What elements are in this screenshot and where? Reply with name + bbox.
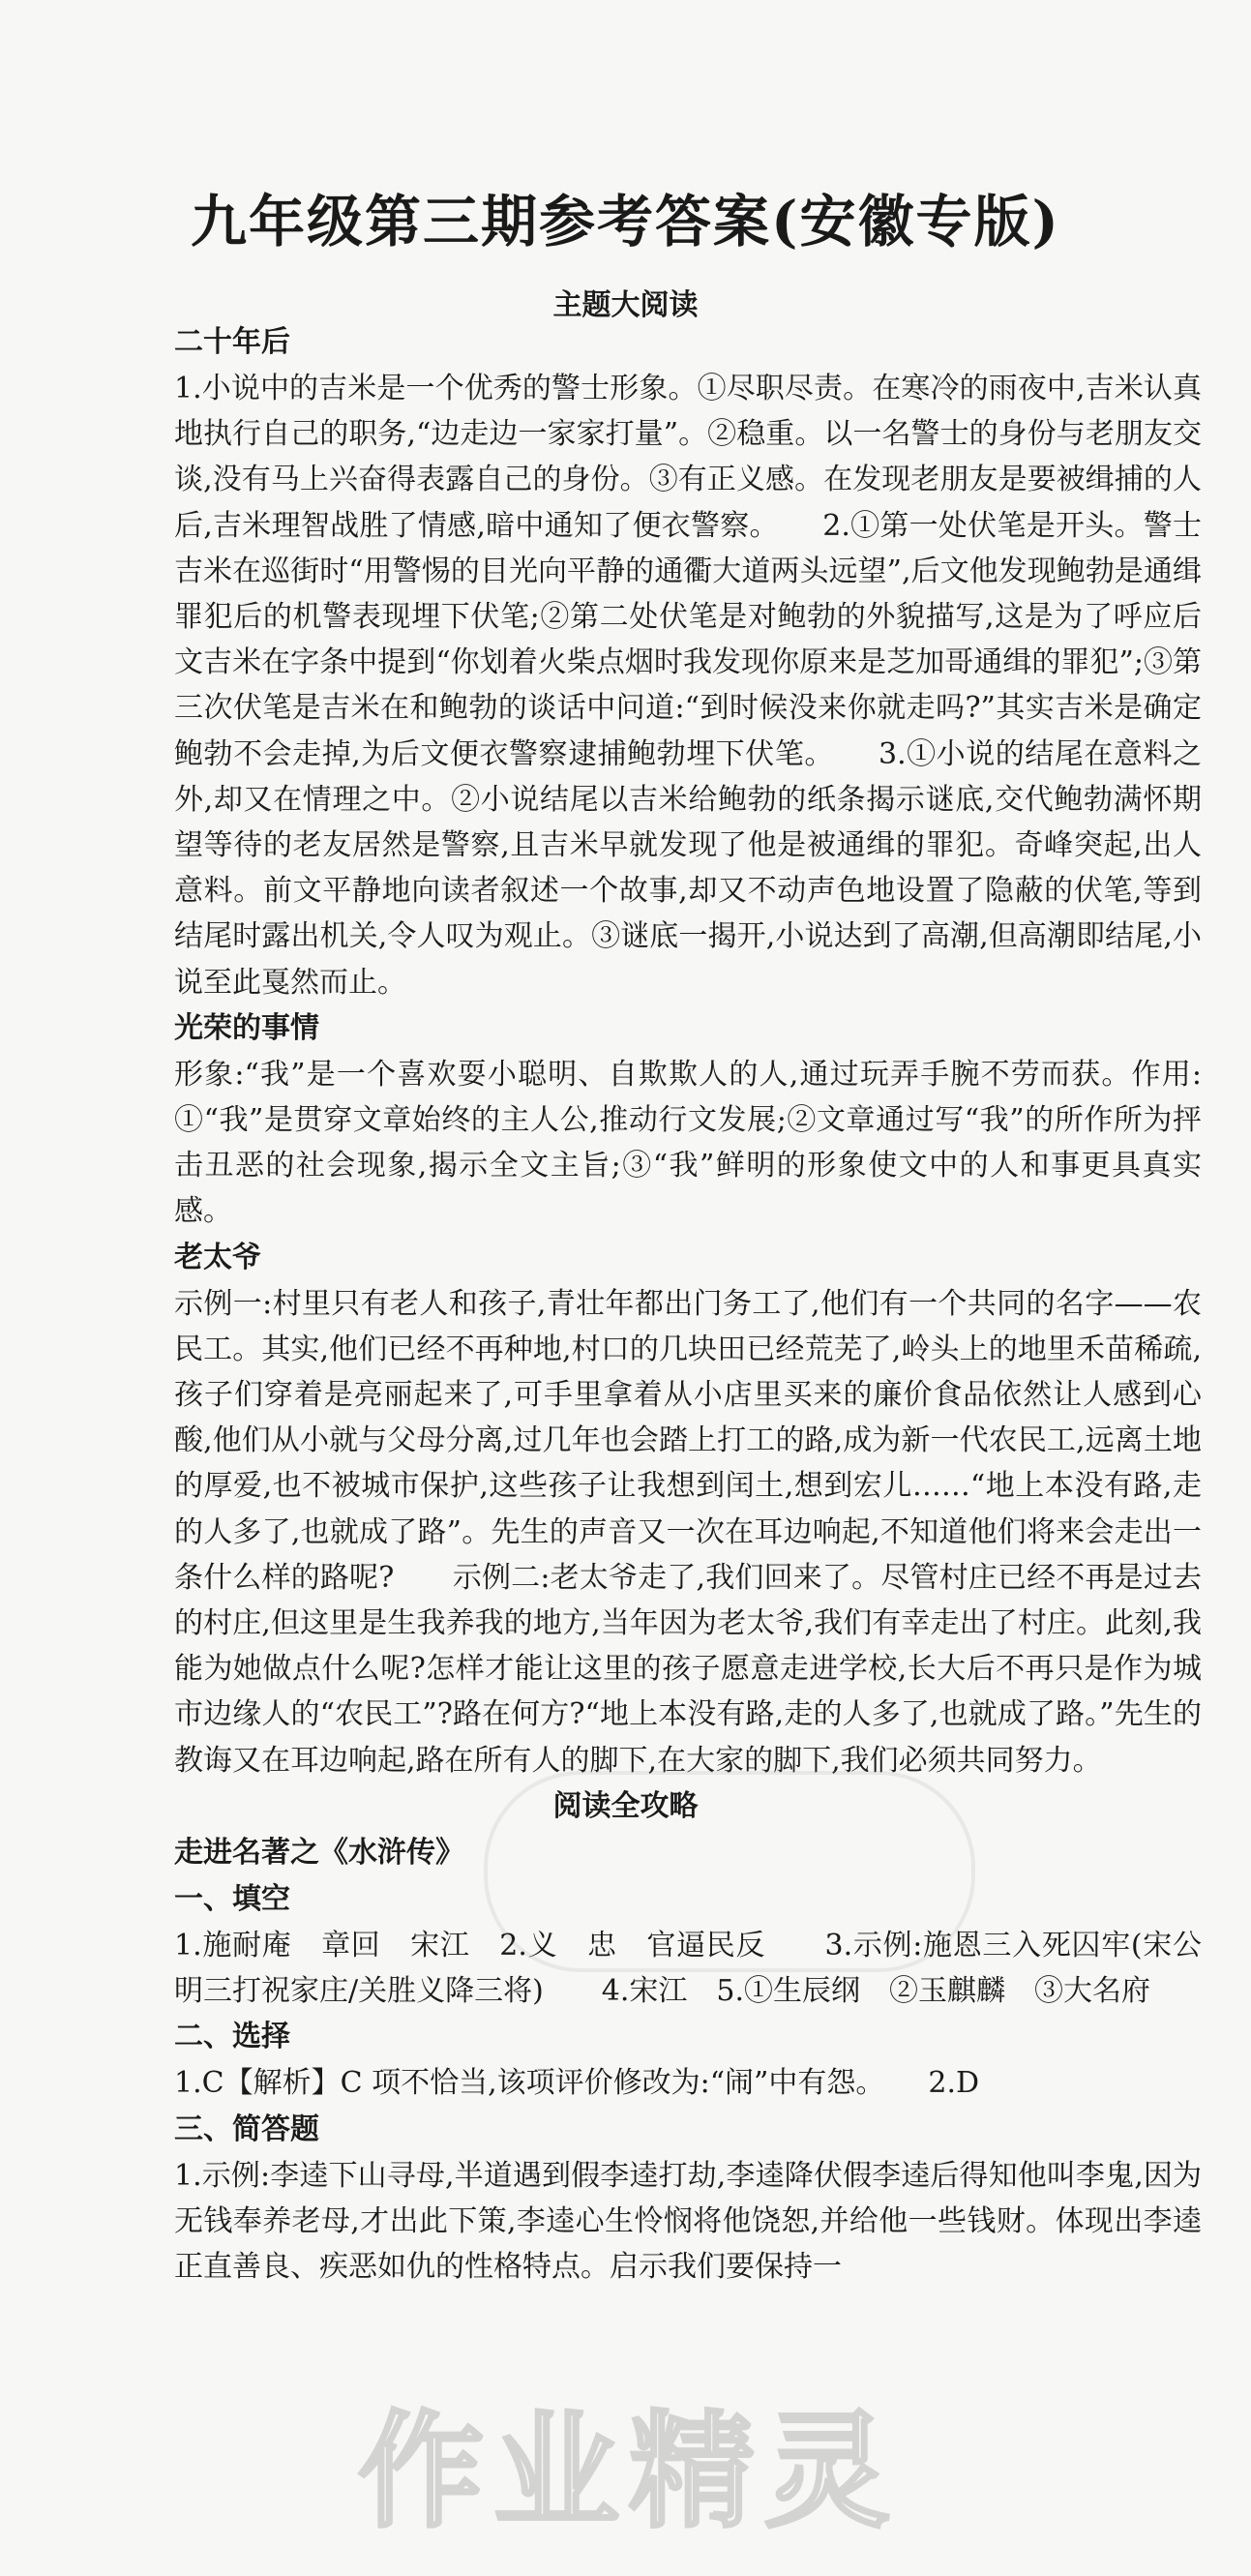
watermark: 作业精灵 <box>357 2398 900 2545</box>
answer-paragraph: 1.示例:李逵下山寻母,半道遇到假李逵打劫,李逵降伏假李逵后得知他叫李鬼,因为无钱奉养老母,才出此下策,李逵心生怜悯将他饶恕,并给他一些钱财。体现出李逵正直善良、疾恶如仇的性格特点。启示我们要保持一 <box>174 2158 1202 2284</box>
answer-paragraph: 1.施耐庵 章回 宋江 2.义 忠 官逼民反 3.示例:施恩三入死囚牢(宋公明三打祝家庄/关胜义降三将) 4.宋江 5.①生辰纲 ②玉麒麟 ③大名府 <box>174 1928 1202 2009</box>
watermark-seal <box>484 1771 975 1972</box>
subsection-heading: 光荣的事情 <box>174 1010 319 1045</box>
answer-paragraph: 1.小说中的吉米是一个优秀的警士形象。①尽职尽责。在寒冷的雨夜中,吉米认真地执行自己的职务,“边走边一家家打量”。②稳重。以一名警士的身份与老朋友交谈,没有马上兴奋得表露自己的身份。③有正义感。在发现老朋友是要被缉捕的人后,吉米理智战胜了情感,暗中通知了便衣警察。 2.①第一处伏笔是开头。警士吉米在巡街时“用警惕的目光向平静的通衢大道两头远望”,后文他发现鲍勃是通缉罪犯后的机警表现埋下伏笔;②第二处伏笔是对鲍勃的外貌描写,这是为了呼应后文吉米在字条中提到“你划着火柴点烟时我发现你原来是芝加哥通缉的罪犯”;③第三次伏笔是吉米在和鲍勃的谈话中问道:“到时候没来你就走吗?”其实吉米是确定鲍勃不会走掉,为后文便衣警察逮捕鲍勃埋下伏笔。 3.①小说的结尾在意料之外,却又在情理之中。②小说结尾以吉米给鲍勃的纸条揭示谜底,交代鲍勃满怀期望等待的老友居然是警察,且吉米早就发现了他是被通缉的罪犯。奇峰突起,出人意料。前文平静地向读者叙述一个故事,却又不动声色地设置了隐蔽的伏笔,等到结尾时露出机关,令人叹为观止。③谜底一揭开,小说达到了高潮,但高潮即结尾,小说至此戛然而止。 <box>174 372 1202 1000</box>
section-title-reading-guide: 阅读全攻略 <box>552 1788 699 1823</box>
answer-content <box>174 319 1202 2290</box>
answer-paragraph: 形象:“我”是一个喜欢耍小聪明、自欺欺人的人,通过玩弄手腕不劳而获。作用:①“我”是贯穿文章始终的主人公,推动行文发展;②文章通过写“我”的所作所为抨击丑恶的社会现象,揭示全文主旨;③“我”鲜明的形象使文中的人和事更具真实感。 <box>174 1057 1202 1229</box>
subsection-heading: 三、简答题 <box>174 2112 319 2146</box>
answer-paragraph: 示例一:村里只有老人和孩子,青壮年都出门务工了,他们有一个共同的名字——农民工。其实,他们已经不再种地,村口的几块田已经荒芜了,岭头上的地里禾苗稀疏,孩子们穿着是亮丽起来了,可手里拿着从小店里买来的廉价食品依然让人感到心酸,他们从小就与父母分离,过几年也会踏上打工的路,成为新一代农民工,远离土地的厚爱,也不被城市保护,这些孩子让我想到闰土,想到宏儿……“地上本没有路,走的人多了,也就成了路”。先生的声音又一次在耳边响起,不知道他们将来会走出一条什么样的路呢? 示例二:老太爷走了,我们回来了。尽管村庄已经不再是过去的村庄,但这里是生我养我的地方,当年因为老太爷,我们有幸走出了村庄。此刻,我能为她做点什么呢?怎样才能让这里的孩子愿意走进学校,长大后不再只是作为城市边缘人的“农民工”?路在何方?“地上本没有路,走的人多了,也就成了路。”先生的教诲又在耳边响起,路在所有人的脚下,在大家的脚下,我们必须共同努力。 <box>174 1286 1202 1778</box>
subsection-heading: 二、选择 <box>174 2020 290 2054</box>
subsection-heading: 走进名著之《水浒传》 <box>174 1835 464 1870</box>
answer-paragraph: 1.C【解析】C 项不恰当,该项评价修改为:“闹”中有怨。 2.D <box>174 2066 980 2101</box>
subsection-heading: 一、填空 <box>174 1881 290 1916</box>
section-title-main-reading: 主题大阅读 <box>552 288 699 322</box>
subsection-heading: 老太爷 <box>174 1240 261 1274</box>
subsection-heading: 二十年后 <box>174 325 290 359</box>
page-title: 九年级第三期参考答案(安徽专版) <box>191 189 1060 255</box>
